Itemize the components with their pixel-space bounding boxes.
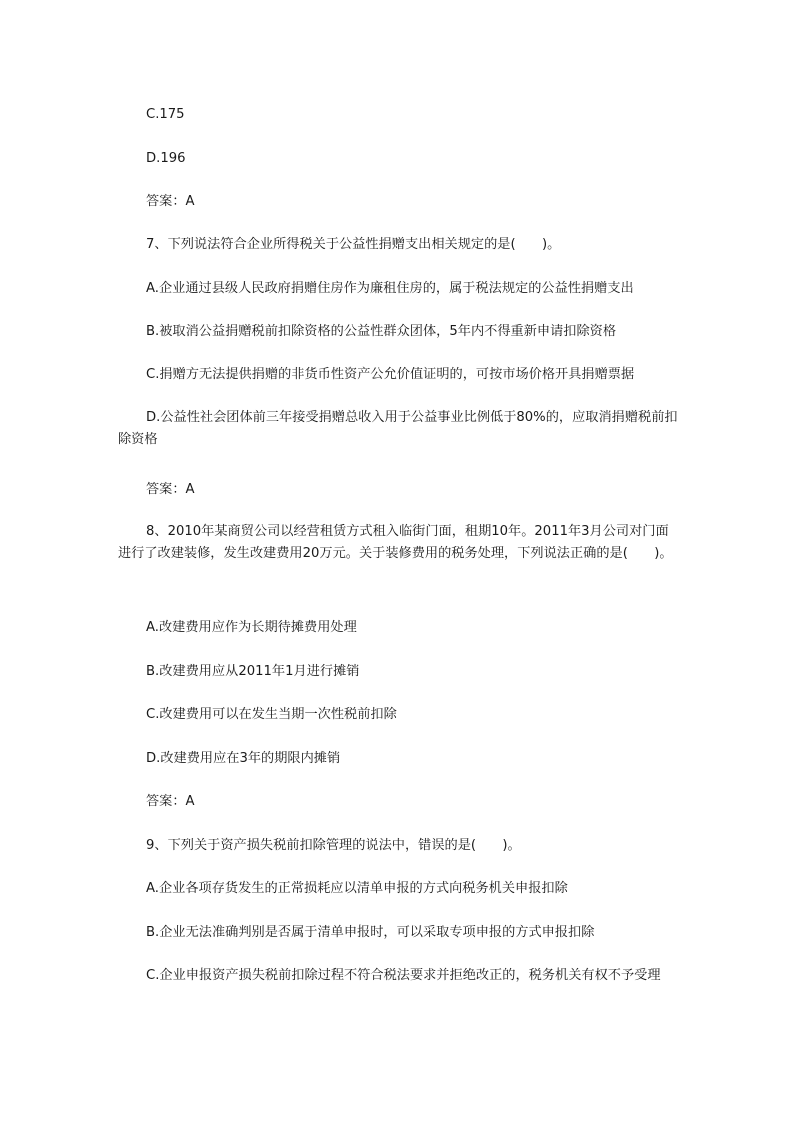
q6-option-d: D.196 (146, 151, 186, 166)
q8-option-d: D.改建费用应在3年的期限内摊销 (146, 751, 341, 766)
q7-stem: 7、下列说法符合企业所得税关于公益性捐赠支出相关规定的是( )。 (146, 237, 561, 252)
q8-stem: 8、2010年某商贸公司以经营租赁方式租入临街门面，租期10年。2011年3月公司对门面进行了改建装修，发生改建费用20万元。关于装修费用的税务处理，下列说法正确的是( )。 (118, 524, 673, 561)
q6-answer: 答案：A (146, 194, 195, 209)
q8-option-c: C.改建费用可以在发生当期一次性税前扣除 (146, 707, 397, 722)
q6-option-c: C.175 (146, 107, 185, 122)
q8-option-a: A.改建费用应作为长期待摊费用处理 (146, 620, 357, 635)
q7-answer: 答案：A (146, 482, 195, 497)
q8-answer: 答案：A (146, 794, 195, 809)
q7-option-d: D.公益性社会团体前三年接受捐赠总收入用于公益事业比例低于80%的，应取消捐赠税前扣除资格 (118, 410, 678, 447)
q8-option-b: B.改建费用应从2011年1月进行摊销 (146, 664, 360, 679)
q7-option-b: B.被取消公益捐赠税前扣除资格的公益性群众团体，5年内不得重新申请扣除资格 (146, 324, 617, 339)
q7-option-a: A.企业通过县级人民政府捐赠住房作为廉租住房的，属于税法规定的公益性捐赠支出 (146, 281, 634, 296)
q7-option-c: C.捐赠方无法提供捐赠的非货币性资产公允价值证明的，可按市场价格开具捐赠票据 (146, 367, 635, 382)
q9-option-b: B.企业无法准确判别是否属于清单申报时，可以采取专项申报的方式申报扣除 (146, 925, 595, 940)
q9-option-a: A.企业各项存货发生的正常损耗应以清单申报的方式向税务机关申报扣除 (146, 881, 568, 896)
q9-stem: 9、下列关于资产损失税前扣除管理的说法中，错误的是( )。 (146, 838, 521, 853)
q9-option-c: C.企业申报资产损失税前扣除过程不符合税法要求并拒绝改正的，税务机关有权不予受理 (146, 968, 661, 983)
